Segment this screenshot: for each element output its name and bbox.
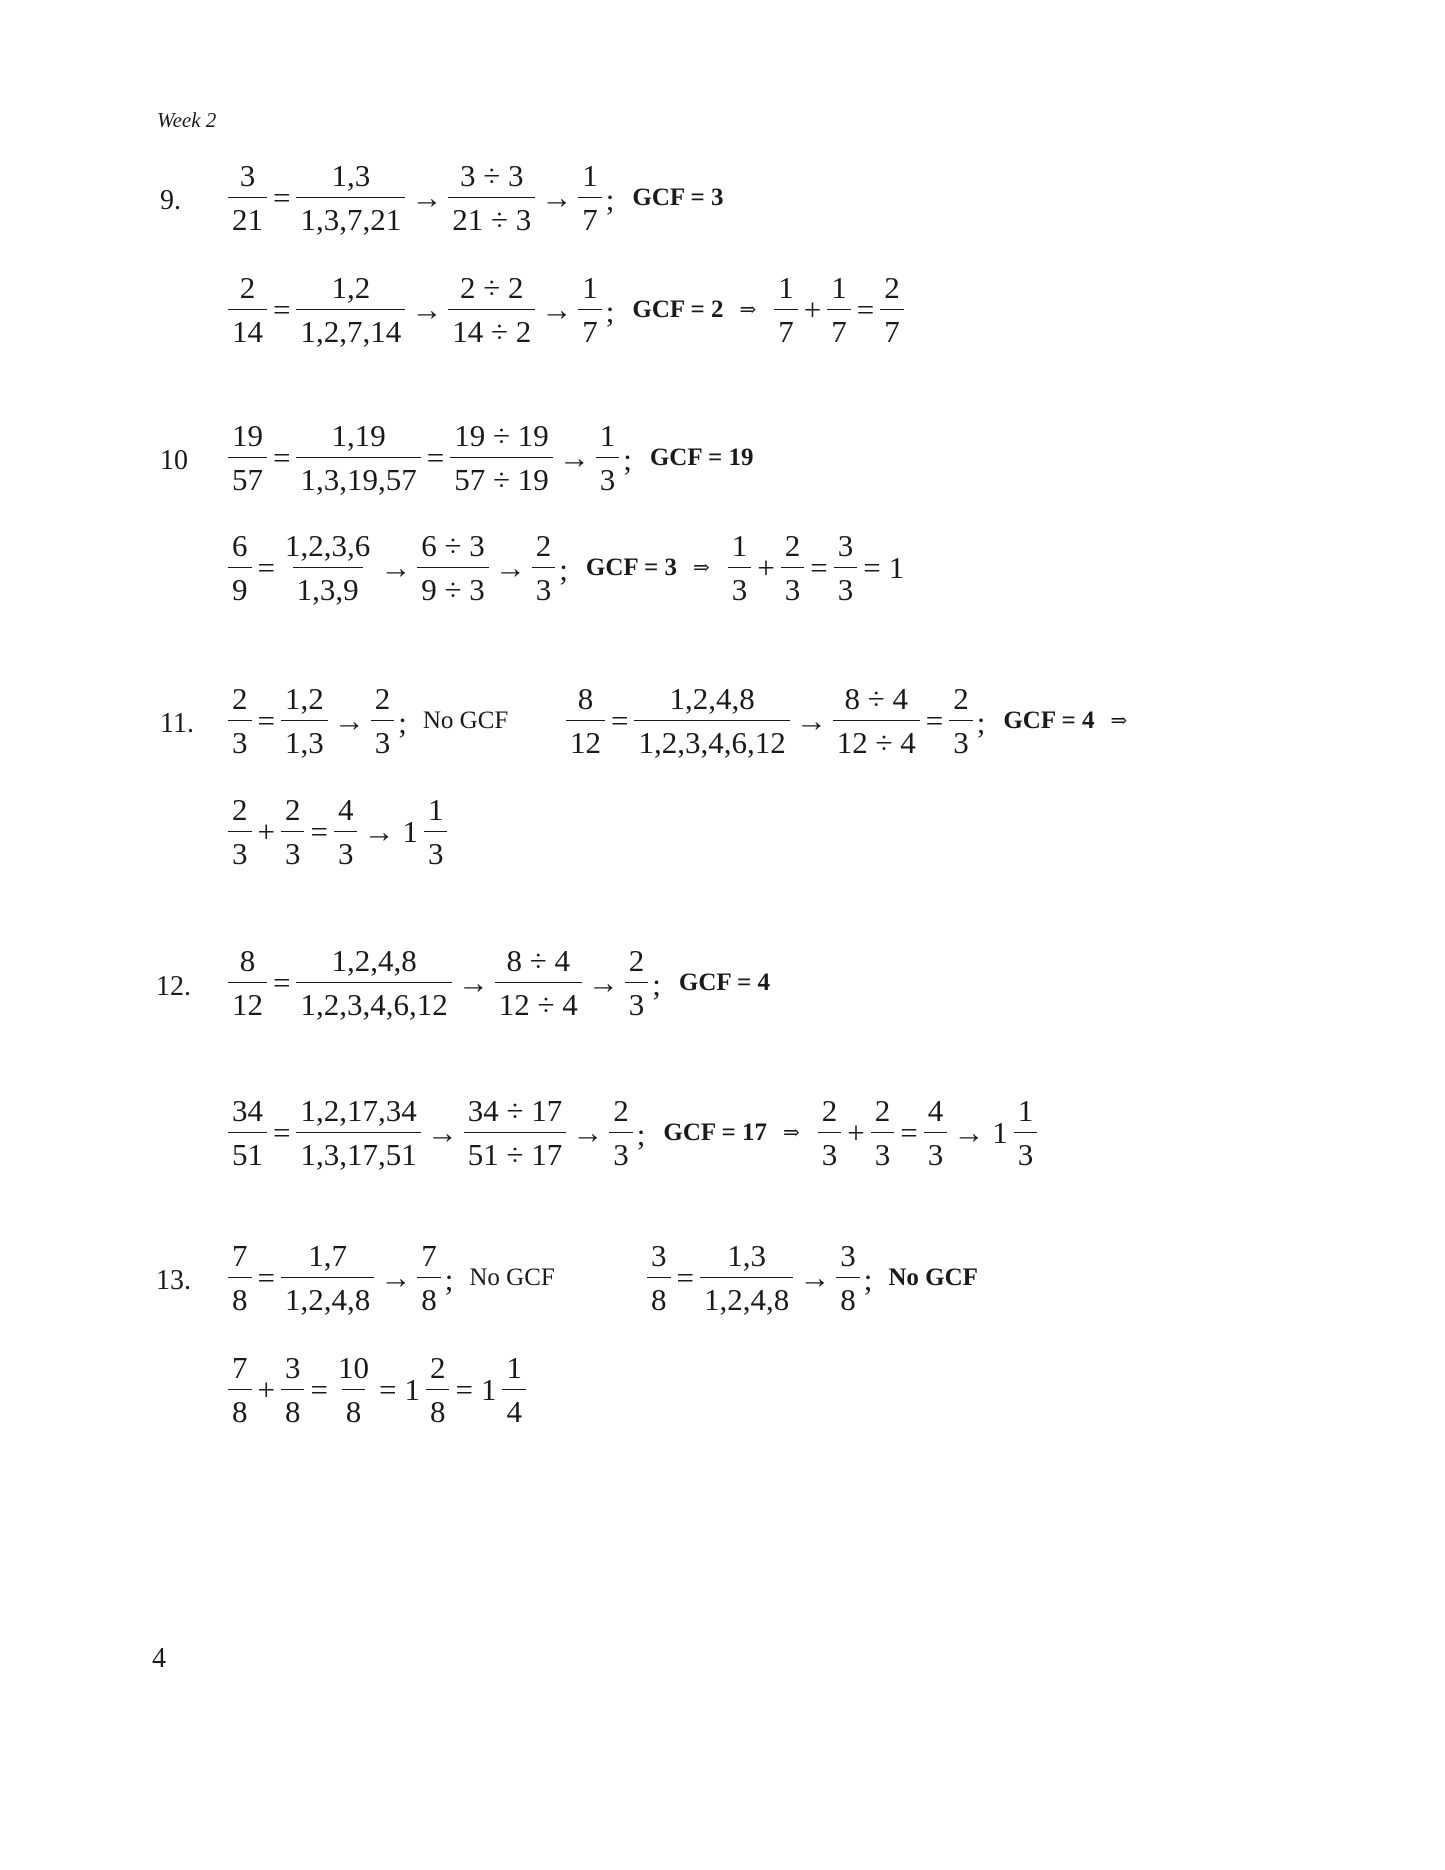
gcf-label: GCF = 4 — [678, 968, 770, 996]
fraction — [464, 1095, 567, 1170]
semicolon: ; — [444, 1261, 454, 1297]
fraction — [228, 945, 267, 1020]
denominator: 3 — [949, 720, 973, 758]
fraction — [924, 1095, 948, 1170]
numerator: 1,3 — [727, 1238, 766, 1273]
gcf-label: GCF = 17 — [663, 1118, 767, 1146]
denominator: 3 — [818, 1132, 842, 1170]
denominator: 7 — [880, 309, 904, 347]
numerator: 2 — [628, 943, 645, 978]
fraction — [281, 683, 328, 758]
operator: + — [757, 549, 775, 585]
operator: → — [333, 702, 365, 738]
numerator: 7 — [232, 1238, 248, 1273]
gcf-label: GCF = 4 — [1003, 706, 1095, 734]
numerator: 1,2,4,8 — [669, 681, 755, 716]
operator: → — [541, 179, 573, 215]
fraction — [880, 272, 904, 347]
semicolon: ; — [623, 441, 632, 477]
denominator: 7 — [578, 309, 602, 347]
implies-symbol: ⇒ — [1110, 710, 1128, 732]
denominator: 14 ÷ 2 — [448, 309, 535, 347]
numerator: 2 — [232, 681, 248, 716]
fraction — [781, 530, 805, 605]
denominator: 21 — [228, 197, 267, 235]
operator: → — [457, 964, 489, 1000]
operator: = — [426, 439, 445, 475]
operator: → — [380, 549, 412, 585]
denominator: 3 — [532, 567, 556, 605]
numerator: 1 — [731, 528, 748, 563]
operator: = — [273, 439, 291, 475]
problem-number-12: 12. — [156, 971, 191, 1002]
numerator: 6 — [232, 528, 248, 563]
operator: = — [257, 549, 275, 585]
operator: 1 — [404, 1371, 420, 1407]
numerator: 1 — [582, 270, 598, 305]
numerator: 1 — [1017, 1093, 1034, 1128]
fraction — [448, 272, 535, 347]
operator: + — [847, 1114, 865, 1150]
equation-line — [226, 1095, 1039, 1170]
fraction — [228, 1095, 267, 1170]
denominator: 3 — [228, 720, 252, 758]
denominator: 14 — [228, 309, 267, 347]
semicolon: ; — [652, 966, 661, 1002]
fraction — [228, 1240, 252, 1315]
numerator: 3 — [840, 1238, 856, 1273]
denominator: 8 — [228, 1389, 252, 1427]
numerator: 7 — [421, 1238, 437, 1273]
fraction — [949, 683, 973, 758]
fraction — [818, 1095, 842, 1170]
fraction — [228, 530, 252, 605]
numerator: 19 ÷ 19 — [454, 418, 549, 453]
numerator: 2 — [784, 528, 801, 563]
semicolon: ; — [636, 1116, 646, 1152]
fraction — [424, 794, 448, 869]
problem-number-11: 11. — [160, 708, 194, 739]
fraction — [609, 1095, 633, 1170]
semicolon: ; — [976, 704, 986, 740]
semicolon: ; — [398, 704, 407, 740]
numerator: 2 — [374, 681, 391, 716]
numerator: 1,3 — [331, 158, 371, 193]
denominator: 7 — [578, 197, 602, 235]
denominator: 57 ÷ 19 — [450, 457, 553, 495]
fraction — [834, 530, 858, 605]
denominator: 1,2,3,4,6,12 — [296, 982, 451, 1020]
denominator: 12 — [228, 982, 267, 1020]
numerator: 2 — [284, 792, 301, 827]
fraction — [502, 1352, 526, 1427]
operator: 1 — [888, 549, 905, 585]
operator: → — [572, 1114, 604, 1150]
numerator: 2 ÷ 2 — [459, 270, 524, 305]
operator: → — [411, 291, 443, 327]
implies-symbol: ⇒ — [739, 299, 757, 321]
operator: = — [611, 702, 629, 738]
denominator: 1,2,4,8 — [700, 1277, 793, 1315]
operator: + — [803, 291, 822, 327]
fraction — [774, 272, 798, 347]
denominator: 12 ÷ 4 — [833, 720, 920, 758]
numerator: 2 — [232, 792, 248, 827]
numerator: 2 — [884, 270, 900, 305]
numerator: 1 — [582, 158, 598, 193]
equation-line — [226, 683, 508, 758]
fraction — [700, 1240, 793, 1315]
fraction — [871, 1095, 895, 1170]
numerator: 19 — [232, 418, 263, 453]
fraction — [827, 272, 851, 347]
denominator: 1,2,4,8 — [281, 1277, 374, 1315]
numerator: 2 — [953, 681, 969, 716]
denominator: 1,3,7,21 — [296, 197, 405, 235]
fraction — [495, 945, 582, 1020]
equation-line — [226, 272, 906, 347]
numerator: 2 — [429, 1350, 446, 1385]
implies-symbol: ⇒ — [692, 557, 710, 579]
numerator: 10 — [337, 1350, 369, 1385]
operator: = — [863, 549, 881, 585]
numerator: 1,2 — [331, 270, 371, 305]
fraction — [228, 794, 252, 869]
semicolon: ; — [559, 551, 568, 587]
equation-line — [226, 945, 770, 1020]
fraction — [296, 1095, 420, 1170]
numerator: 1,19 — [331, 418, 386, 453]
fraction — [371, 683, 395, 758]
operator: = — [810, 549, 828, 585]
numerator: 1 — [831, 270, 847, 305]
numerator: 1,2,4,8 — [331, 943, 417, 978]
numerator: 1 — [599, 418, 616, 453]
numerator: 1 — [427, 792, 444, 827]
denominator: 3 — [728, 567, 752, 605]
operator: → — [953, 1114, 985, 1150]
operator: 1 — [480, 1371, 497, 1407]
denominator: 7 — [774, 309, 798, 347]
operator: = — [273, 1114, 291, 1150]
numerator: 6 ÷ 3 — [421, 528, 485, 563]
fraction — [426, 1352, 450, 1427]
fraction — [281, 1240, 374, 1315]
numerator: 3 — [837, 528, 854, 563]
operator: = — [455, 1371, 473, 1407]
denominator: 3 — [228, 831, 252, 869]
operator: 1 — [992, 1114, 1008, 1150]
page-header: Week 2 — [157, 108, 217, 132]
operator: = — [925, 702, 944, 738]
fraction — [296, 160, 405, 235]
fraction — [532, 530, 556, 605]
operator: = — [257, 1259, 275, 1295]
fraction — [228, 683, 252, 758]
denominator: 9 — [228, 567, 252, 605]
denominator: 51 — [228, 1132, 267, 1170]
fraction — [417, 1240, 441, 1315]
fraction — [281, 794, 305, 869]
denominator: 1,3,19,57 — [296, 457, 420, 495]
numerator: 3 — [239, 158, 256, 193]
denominator: 1,3,9 — [293, 567, 363, 605]
fraction — [448, 160, 535, 235]
denominator: 3 — [625, 982, 649, 1020]
denominator: 1,3,17,51 — [296, 1132, 420, 1170]
fraction — [836, 1240, 860, 1315]
numerator: 34 ÷ 17 — [467, 1093, 563, 1128]
denominator: 3 — [596, 457, 620, 495]
operator: = — [310, 813, 328, 849]
fraction — [296, 272, 405, 347]
operator: = — [273, 964, 291, 1000]
denominator: 7 — [827, 309, 851, 347]
fraction — [566, 683, 605, 758]
no-gcf-label: No GCF — [469, 1263, 555, 1291]
fraction — [578, 272, 602, 347]
denominator: 8 — [281, 1389, 305, 1427]
numerator: 1,2 — [284, 681, 324, 716]
denominator: 9 ÷ 3 — [417, 567, 489, 605]
fraction — [334, 1352, 373, 1427]
problem-number-13: 13. — [156, 1265, 191, 1296]
denominator: 8 — [342, 1389, 366, 1427]
operator: → — [587, 964, 619, 1000]
numerator: 2 — [613, 1093, 629, 1128]
equation-line — [226, 530, 908, 605]
gcf-label: GCF = 19 — [649, 443, 754, 471]
problem-number-9: 9. — [160, 185, 181, 216]
fraction — [281, 530, 374, 605]
fraction — [228, 420, 267, 495]
numerator: 8 ÷ 4 — [506, 943, 570, 978]
gcf-label: GCF = 2 — [632, 295, 724, 323]
fraction — [1014, 1095, 1038, 1170]
denominator: 8 — [417, 1277, 441, 1315]
denominator: 3 — [1014, 1132, 1038, 1170]
gcf-label: GCF = 3 — [632, 183, 724, 211]
denominator: 8 — [228, 1277, 252, 1315]
operator: → — [541, 291, 573, 327]
numerator: 8 ÷ 4 — [844, 681, 908, 716]
numerator: 2 — [535, 528, 552, 563]
fraction — [450, 420, 553, 495]
operator: + — [257, 813, 275, 849]
operator: → — [799, 1259, 831, 1295]
fraction — [634, 683, 789, 758]
operator: = — [273, 291, 291, 327]
operator: → — [411, 179, 443, 215]
operator: = — [378, 1371, 397, 1407]
denominator: 12 — [566, 720, 605, 758]
fraction — [647, 1240, 671, 1315]
numerator: 4 — [927, 1093, 944, 1128]
denominator: 3 — [424, 831, 448, 869]
denominator: 3 — [281, 831, 305, 869]
equation-line — [226, 794, 449, 869]
fraction — [833, 683, 920, 758]
problem-number-10: 10 — [160, 445, 188, 476]
denominator: 3 — [924, 1132, 948, 1170]
operator: = — [676, 1259, 694, 1295]
no-gcf-label: No GCF — [422, 706, 509, 734]
numerator: 8 — [577, 681, 594, 716]
fraction — [578, 160, 602, 235]
semicolon: ; — [605, 293, 615, 329]
denominator: 1,2,7,14 — [296, 309, 405, 347]
numerator: 34 — [232, 1093, 263, 1128]
operator: = — [856, 291, 875, 327]
numerator: 3 ÷ 3 — [459, 158, 524, 193]
semicolon: ; — [605, 181, 615, 217]
equation-line — [564, 683, 1143, 758]
denominator: 3 — [834, 567, 858, 605]
denominator: 4 — [502, 1389, 526, 1427]
numerator: 4 — [337, 792, 354, 827]
denominator: 3 — [609, 1132, 633, 1170]
denominator: 51 ÷ 17 — [464, 1132, 567, 1170]
numerator: 1,7 — [308, 1238, 347, 1273]
fraction — [296, 420, 420, 495]
numerator: 2 — [874, 1093, 891, 1128]
numerator: 2 — [239, 270, 256, 305]
numerator: 7 — [232, 1350, 248, 1385]
denominator: 3 — [871, 1132, 895, 1170]
denominator: 3 — [781, 567, 805, 605]
fraction — [596, 420, 620, 495]
numerator: 1,2,17,34 — [300, 1093, 417, 1128]
equation-line — [226, 1240, 555, 1315]
denominator: 3 — [334, 831, 358, 869]
fraction — [228, 272, 267, 347]
no-gcf-label: No GCF — [888, 1263, 978, 1291]
operator: = — [257, 702, 275, 738]
numerator: 1 — [506, 1350, 522, 1385]
numerator: 3 — [651, 1238, 667, 1273]
fraction — [728, 530, 752, 605]
operator: = — [273, 179, 291, 215]
fraction — [417, 530, 489, 605]
operator: + — [257, 1371, 275, 1407]
equation-line — [226, 160, 723, 235]
denominator: 12 ÷ 4 — [495, 982, 582, 1020]
operator: = — [310, 1371, 328, 1407]
numerator: 1 — [778, 270, 794, 305]
implies-symbol: ⇒ — [782, 1122, 800, 1144]
fraction — [334, 794, 358, 869]
denominator: 8 — [647, 1277, 671, 1315]
equation-line — [226, 420, 753, 495]
operator: → — [380, 1259, 412, 1295]
operator: → — [494, 549, 526, 585]
denominator: 1,2,3,4,6,12 — [634, 720, 789, 758]
page-number: 4 — [152, 1643, 166, 1674]
operator: → — [426, 1114, 458, 1150]
numerator: 2 — [821, 1093, 838, 1128]
denominator: 8 — [836, 1277, 860, 1315]
numerator: 1,2,3,6 — [284, 528, 371, 563]
operator: = — [900, 1114, 918, 1150]
operator: → — [795, 702, 827, 738]
fraction — [625, 945, 649, 1020]
fraction — [281, 1352, 305, 1427]
numerator: 8 — [239, 943, 256, 978]
operator: 1 — [402, 813, 418, 849]
semicolon: ; — [863, 1261, 873, 1297]
denominator: 8 — [426, 1389, 450, 1427]
equation-line — [645, 1240, 978, 1315]
gcf-label: GCF = 3 — [585, 553, 677, 581]
operator: → — [558, 439, 590, 475]
denominator: 57 — [228, 457, 267, 495]
fraction — [296, 945, 451, 1020]
denominator: 1,3 — [281, 720, 328, 758]
denominator: 21 ÷ 3 — [448, 197, 535, 235]
equation-line — [226, 1352, 528, 1427]
fraction — [228, 160, 267, 235]
fraction — [228, 1352, 252, 1427]
operator: → — [363, 813, 395, 849]
denominator: 3 — [371, 720, 395, 758]
numerator: 3 — [284, 1350, 301, 1385]
